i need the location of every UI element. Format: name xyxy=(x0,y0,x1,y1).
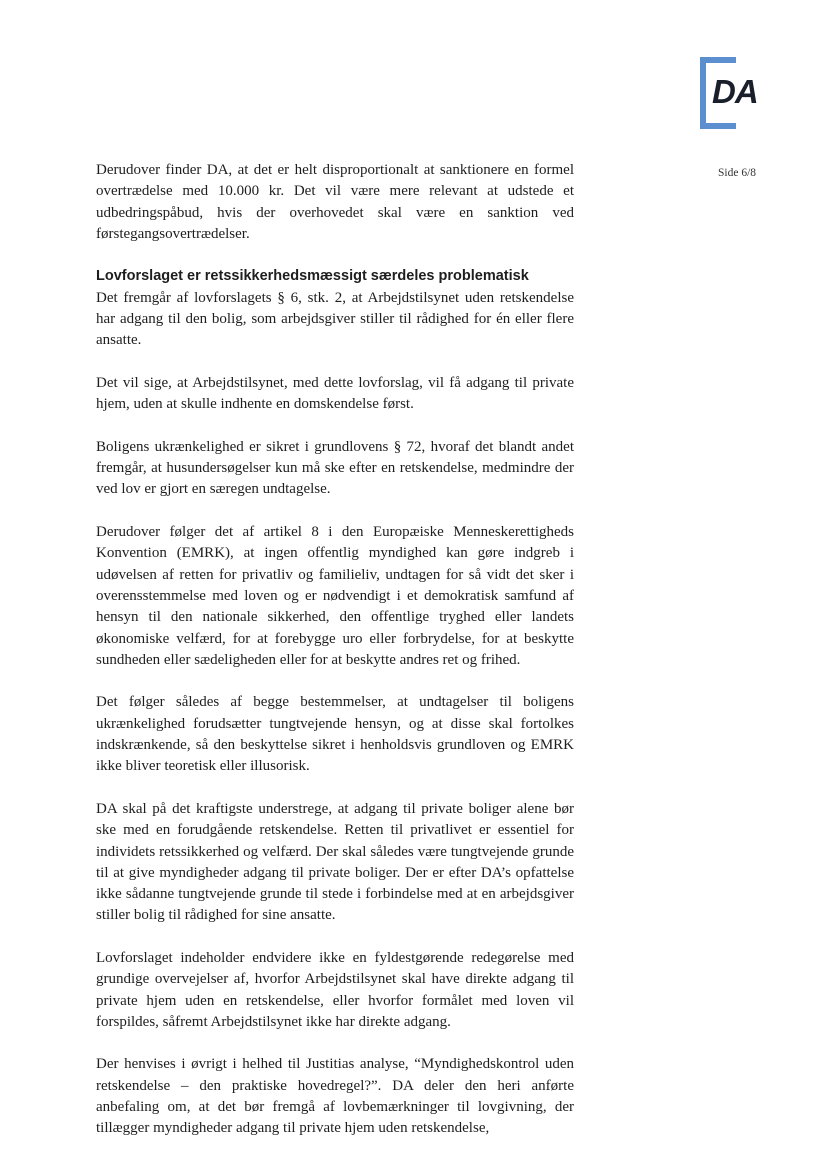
paragraph-3: Det vil sige, at Arbejdstilsynet, med dette lovforslag, vil få adgang til private hjem, uden at skulle indhente en domskendelse først. xyxy=(96,374,574,413)
paragraph-9: Der henvises i øvrigt i helhed til Justitias analyse, “Myndighedskontrol uden retskendelse – den praktiske hovedregel?”. DA deler den heri anførte anbefaling om, at det bør fremgå af lovbemærkninger til lovgivning, der tillægger myndigheder adgang til private hjem uden retskendelse, xyxy=(96,1056,574,1137)
document-body xyxy=(96,160,574,1161)
paragraph-8: Lovforslaget indeholder endvidere ikke en fyldestgørende redegørelse med grundige overvejelser af, hvorfor Arbejdstilsynet skal have direkte adgang til private hjem uden en retskendelse, eller hvorfor formålet med loven vil forspildes, såfremt Arbejdstilsynet ikke har direkte adgang. xyxy=(96,949,574,1030)
paragraph-6: Det følger således af begge bestemmelser, at undtagelser til boligens ukrænkelighed forudsætter tungtvejende hensyn, og at disse skal fortolkes indskrænkende, så den beskyttelse sikret i henholdsvis grundloven og EMRK ikke bliver teoretisk eller illusorisk. xyxy=(96,694,574,775)
da-logo xyxy=(700,57,770,129)
page-number: Side 6/8 xyxy=(718,167,757,179)
paragraph-7: DA skal på det kraftigste understrege, at adgang til private boliger alene bør ske med en forudgående retskendelse. Retten til privatlivet er essentiel for individets retssikkerhed og velfærd. Der skal således være tungtvejende grunde til at give myndigheder adgang til private boliger. Der er efter DA’s opfattelse ikke sådanne tungtvejende grunde til stede i forbindelse med at en arbejdsgiver stiller bolig til rådighed for sine ansatte. xyxy=(96,800,574,924)
paragraph-2: Det fremgår af lovforslagets § 6, stk. 2, at Arbejdstilsynet uden retskendelse har adgang til den bolig, som arbejdsgiver stiller til rådighed for én eller flere ansatte. xyxy=(96,289,574,349)
paragraph-1: Derudover finder DA, at det er helt disproportionalt at sanktionere en formel overtrædelse med 10.000 kr. Det vil være mere relevant at udstede et udbedringspåbud, hvis der overhovedet skal være en sanktion ved førstegangsovertrædelser. xyxy=(96,162,574,242)
paragraph-4: Boligens ukrænkelighed er sikret i grundlovens § 72, hvoraf det blandt andet fremgår, at husundersøgelser kun må ske efter en retskendelse, medmindre der ved lov er gjort en særegen undtagelse. xyxy=(96,438,574,498)
section-heading: Lovforslaget er retssikkerhedsmæssigt særdeles problematisk xyxy=(96,268,529,285)
paragraph-5: Derudover følger det af artikel 8 i den Europæiske Menneskerettigheds Konvention (EMRK), at ingen offentlig myndighed kan gøre indgreb i udøvelsen af retten for privatliv og familieliv, undtagen for så vidt det sker i overensstemmelse med loven og er nødvendigt i et demokratisk samfund af hensyn til den nationale sikkerhed, den offentlige tryghed eller landets økonomiske velfærd, for at forebygge uro eller forbrydelse, for at beskytte sundheden eller sædeligheden eller for at beskytte andres ret og frihed. xyxy=(96,524,574,668)
logo-text: DA xyxy=(712,73,758,110)
